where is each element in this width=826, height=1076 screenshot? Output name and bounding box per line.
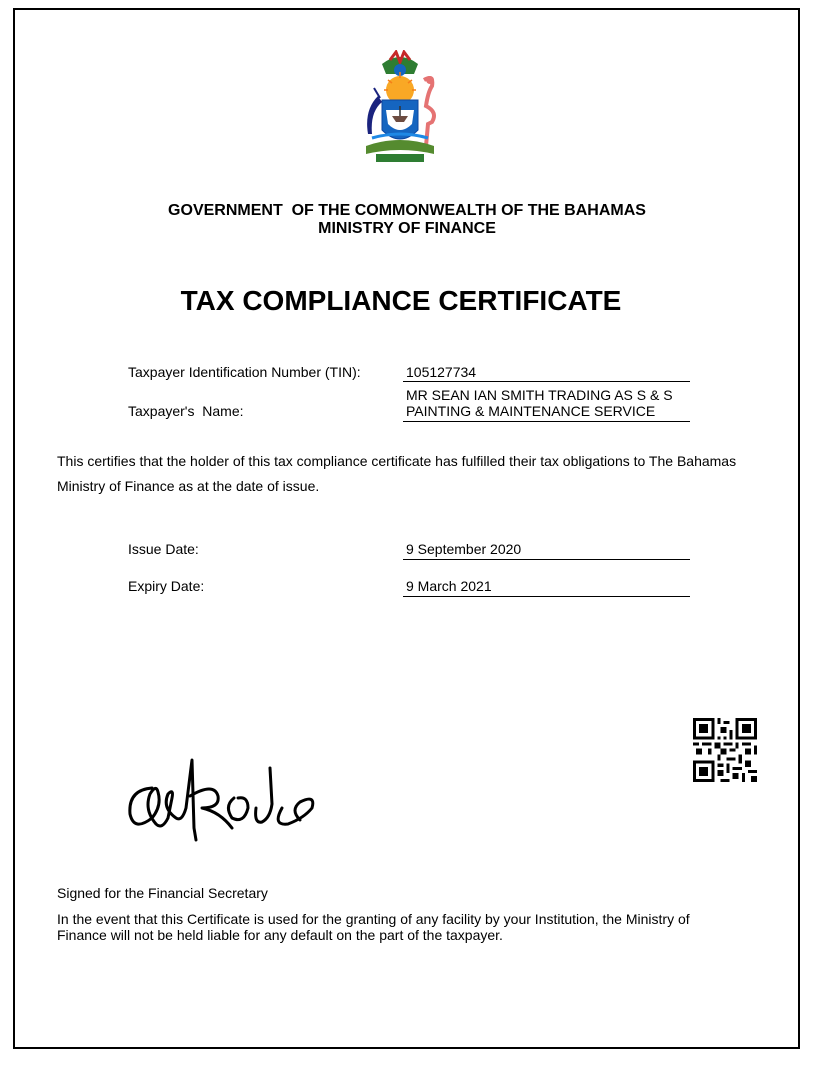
- signed-for-text: Signed for the Financial Secretary: [57, 885, 268, 901]
- certificate-title: TAX COMPLIANCE CERTIFICATE: [180, 285, 622, 316]
- issue-date-label: Issue Date:: [128, 541, 199, 557]
- taxpayer-name-value: [403, 387, 690, 422]
- taxpayer-name-line-2: PAINTING & MAINTENANCE SERVICE: [406, 403, 656, 419]
- header-line-2: MINISTRY OF FINANCE: [318, 220, 496, 237]
- signature-mark: [122, 748, 327, 848]
- certification-paragraph: This certifies that the holder of this tax compliance certificate has fulfilled their tax obligations to The Bahamas Ministry of Finance as at the date of issue.: [57, 453, 737, 494]
- expiry-date-label: Expiry Date:: [128, 578, 205, 594]
- header-line-1: GOVERNMENT OF THE COMMONWEALTH OF THE BAHAMAS: [168, 202, 646, 219]
- coat-of-arms-icon: [352, 50, 448, 166]
- tin-value: 105127734: [403, 364, 690, 382]
- taxpayer-name-line-1: MR SEAN IAN SMITH TRADING AS S & S: [406, 387, 673, 403]
- tin-label: Taxpayer Identification Number (TIN):: [128, 364, 361, 380]
- expiry-date-value: 9 March 2021: [403, 578, 690, 597]
- qr-code-icon: [693, 718, 757, 782]
- government-header: [0, 202, 826, 238]
- issue-date-value: 9 September 2020: [403, 541, 690, 560]
- taxpayer-name-label: Taxpayer's Name:: [128, 403, 244, 419]
- disclaimer-text: In the event that this Certificate is used for the granting of any facility by your Institution, the Ministry of Finance will not be held liable for any default on the part of the taxpayer.: [57, 911, 690, 943]
